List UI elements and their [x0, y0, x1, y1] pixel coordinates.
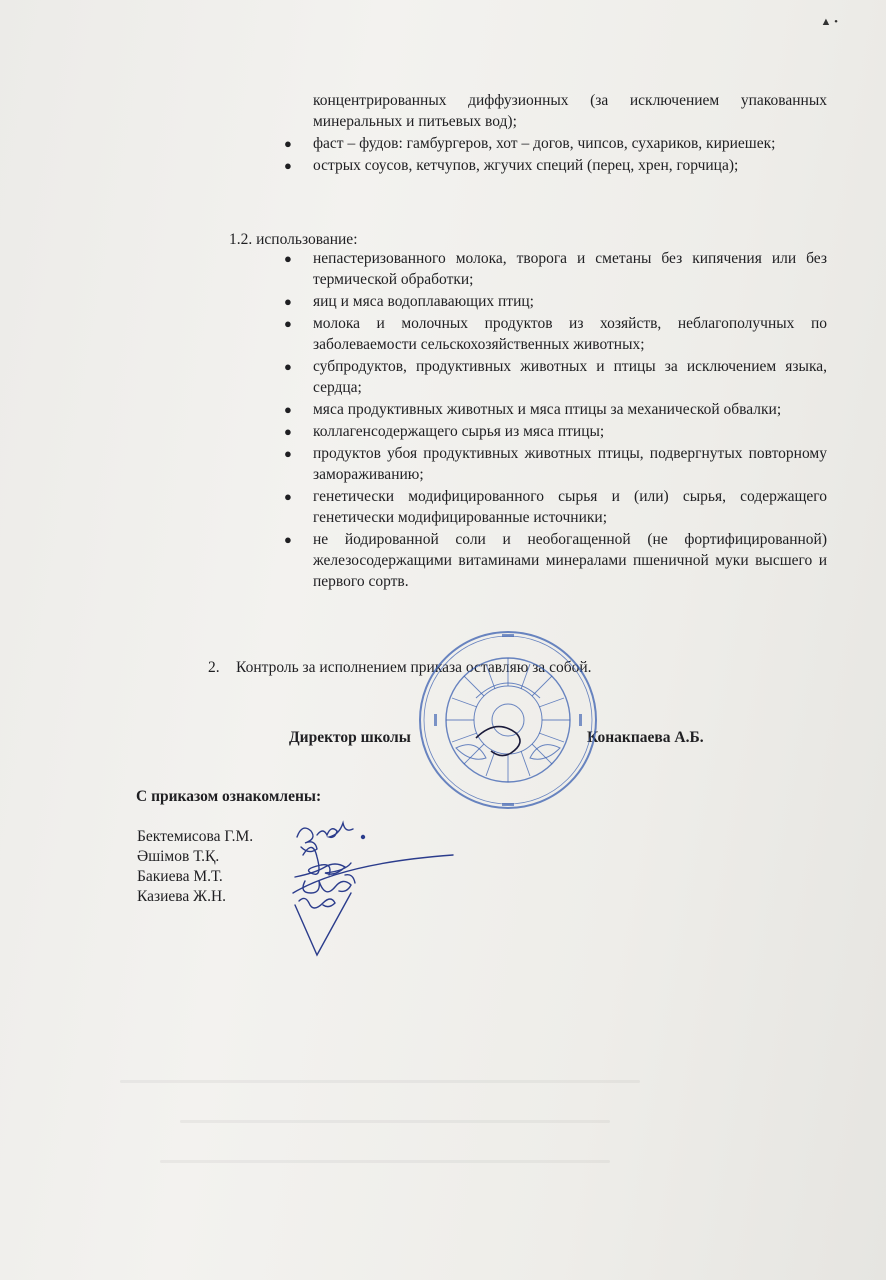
bullet-icon: ●: [284, 446, 292, 461]
prohibited-use-list: [284, 248, 827, 593]
handwritten-signatures: [285, 815, 460, 960]
list-item: концентрированных диффузионных (за исключением упакованных минеральных и питьевых вод);: [313, 92, 827, 130]
director-title: Директор школы: [289, 729, 411, 746]
bullet-icon: ●: [284, 424, 292, 439]
bullet-icon: ●: [284, 532, 292, 547]
item-number: 2.: [208, 659, 220, 676]
list-item: [284, 443, 827, 485]
bleed-through-line: [160, 1160, 610, 1163]
acknowledgement-heading: С приказом ознакомлены:: [136, 788, 322, 805]
signer-name: Бакиева М.Т.: [137, 868, 223, 885]
bullet-icon: ●: [284, 136, 292, 151]
list-item: [284, 421, 827, 442]
director-name: Конакпаева А.Б.: [587, 729, 704, 746]
list-item-text: острых соусов, кетчупов, жгучих специй (перец, хрен, горчица);: [313, 157, 739, 174]
list-item: [284, 486, 827, 528]
bullet-icon: ●: [284, 489, 292, 504]
list-item-text: генетически модифицированного сырья и (или) сырья, содержащего генетически модифицированные источники;: [313, 488, 827, 526]
list-item: [284, 248, 827, 290]
list-item-text: яиц и мяса водоплавающих птиц;: [313, 293, 534, 310]
bullet-icon: ●: [284, 158, 292, 173]
list-item-text: непастеризованного молока, творога и сметаны без кипячения или без термической обработки;: [313, 250, 827, 288]
bleed-through-line: [180, 1120, 610, 1123]
prohibited-sale-list: [284, 90, 827, 177]
bullet-icon: ●: [284, 251, 292, 266]
list-item-text: коллагенсодержащего сырья из мяса птицы;: [313, 423, 605, 440]
signer-name: Әшімов Т.Қ.: [137, 848, 220, 865]
list-item: [284, 313, 827, 355]
list-item: [284, 291, 827, 312]
list-item: [284, 155, 827, 176]
list-item-text: мяса продуктивных животных и мяса птицы за механической обвалки;: [313, 401, 782, 418]
official-seal-stamp: [416, 628, 600, 812]
bleed-through-line: [120, 1080, 640, 1083]
list-item: [284, 356, 827, 398]
bullet-icon: ●: [284, 316, 292, 331]
list-item-text: не йодированной соли и необогащенной (не фортифицированной) железосодержащими витаминами минералами пшеничной муки высшего и первого сортв.: [313, 531, 827, 590]
corner-mark: ▲ •: [820, 16, 838, 28]
list-item-text: молока и молочных продуктов из хозяйств, неблагополучных по заболеваемости сельскохозяйственных животных;: [313, 315, 827, 353]
bullet-icon: ●: [284, 402, 292, 417]
section-heading: 1.2. использование:: [229, 231, 358, 248]
signer-list: [137, 827, 253, 907]
list-item: [284, 133, 827, 154]
list-item-text: фаст – фудов: гамбургеров, хот – догов, чипсов, сухариков, кириешек;: [313, 135, 776, 152]
signer-name: Бектемисова Г.М.: [137, 828, 254, 845]
list-item-text: субпродуктов, продуктивных животных и птицы за исключением языка, сердца;: [313, 358, 827, 396]
bullet-icon: ●: [284, 294, 292, 309]
signer-name: Казиева Ж.Н.: [137, 888, 227, 905]
list-item: [284, 399, 827, 420]
item-text: Контроль за исполнением приказа оставляю за собой.: [236, 659, 592, 676]
bullet-icon: ●: [284, 359, 292, 374]
list-item-text: продуктов убоя продуктивных животных птицы, подвергнутых повторному замораживанию;: [313, 445, 827, 483]
list-item: [284, 529, 827, 592]
